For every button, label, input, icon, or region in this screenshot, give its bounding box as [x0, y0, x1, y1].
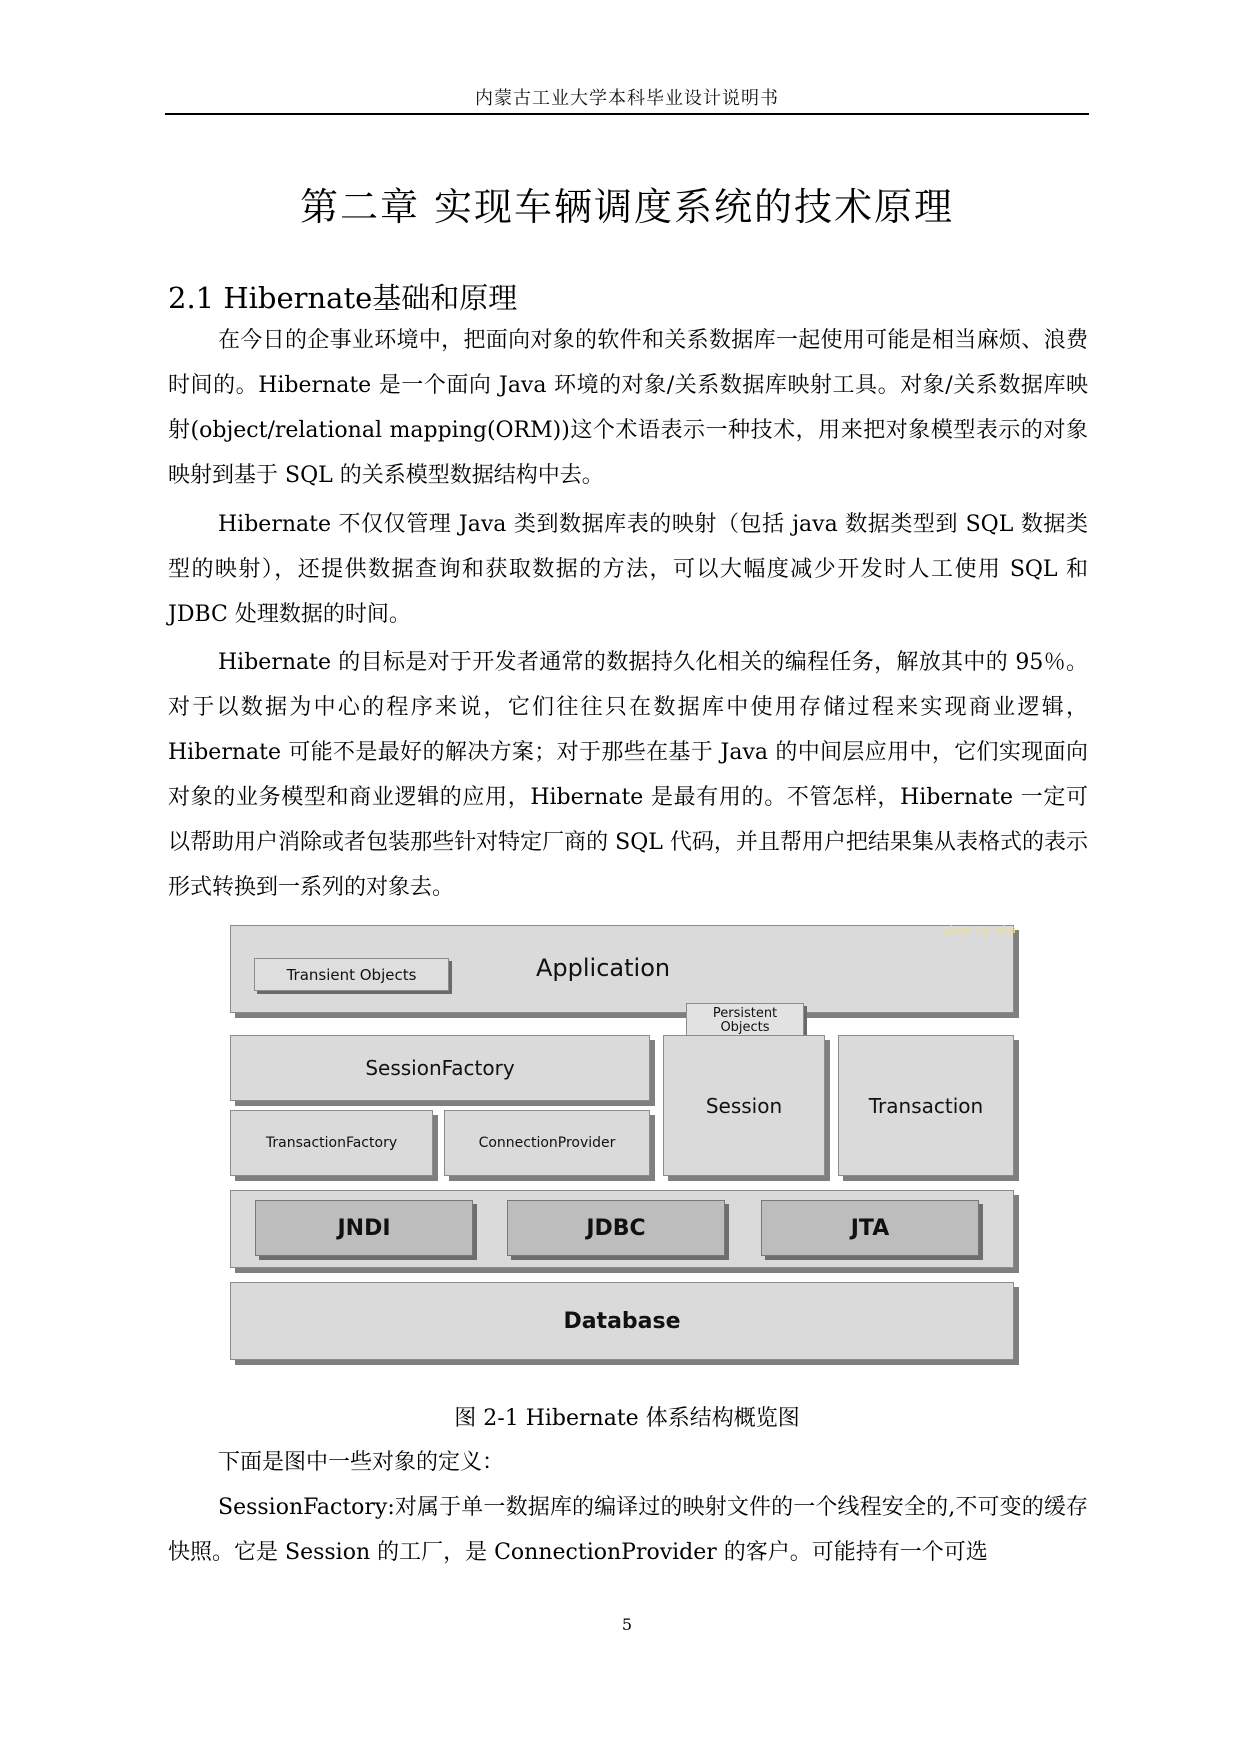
- session-factory-box: SessionFactory: [230, 1035, 650, 1101]
- header-rule: [165, 113, 1089, 115]
- jdbc-box: JDBC: [507, 1200, 725, 1256]
- paragraph-5: SessionFactory:对属于单一数据库的编译过的映射文件的一个线程安全的,不可变的缓存快照。它是 Session 的工厂，是 ConnectionProvider 的客户。可能持有一个可选: [168, 1495, 1088, 1565]
- paragraph-3: Hibernate 的目标是对于开发者通常的数据持久化相关的编程任务，解放其中的 95％。对于以数据为中心的程序来说，它们往往只在数据库中使用存储过程来实现商业逻辑，Hibernate 可能不是最好的解决方案；对于那些在基于 Java 的中间层应用中，它们实现面向对象的业务模型和商业逻辑的应用，Hibernate 是最有用的。不管怎样，Hibernate 一定可以帮助用户消除或者包装那些针对特定厂商的 SQL 代码，并且帮用户把结果集从表格式的表示形式转换到一系列的对象去。: [168, 650, 1088, 900]
- section-title: 2.1 Hibernate基础和原理: [168, 281, 518, 315]
- jndi-box: JNDI: [255, 1200, 473, 1256]
- session-box: Session: [663, 1035, 825, 1176]
- transaction-box: Transaction: [838, 1035, 1014, 1176]
- figure-caption: 图 2-1 Hibernate 体系结构概览图: [454, 1406, 800, 1431]
- hibernate-architecture-diagram: [230, 925, 1027, 1370]
- application-label: Application: [536, 954, 671, 982]
- database-box: Database: [230, 1282, 1014, 1360]
- application-box: [230, 925, 1014, 1013]
- connection-provider-box: ConnectionProvider: [444, 1110, 650, 1176]
- api-layer-box: [230, 1190, 1014, 1268]
- transaction-factory-box: TransactionFactory: [230, 1110, 433, 1176]
- persistent-objects-box: Persistent Objects: [686, 1003, 804, 1039]
- page-number: 5: [621, 1615, 633, 1634]
- jta-box: JTA: [761, 1200, 979, 1256]
- paragraph-1: 在今日的企事业环境中，把面向对象的软件和关系数据库一起使用可能是相当麻烦、浪费时间的。Hibernate 是一个面向 Java 环境的对象/关系数据库映射工具。对象/关系数据库映射(object/relational mapping(ORM))这个术语表示一种技术，用来把对象模型表示的对象映射到基于 SQL 的关系模型数据结构中去。: [168, 328, 1088, 488]
- page-header: 内蒙古工业大学本科毕业设计说明书: [475, 88, 779, 109]
- transient-objects-box: Transient Objects: [254, 958, 449, 991]
- watermark-text: zhou_ma_wha: [943, 923, 1016, 936]
- paragraph-2: Hibernate 不仅仅管理 Java 类到数据库表的映射（包括 java 数据类型到 SQL 数据类型的映射），还提供数据查询和获取数据的方法，可以大幅度减少开发时人工使用 SQL 和 JDBC 处理数据的时间。: [168, 512, 1088, 627]
- chapter-title: 第二章 实现车辆调度系统的技术原理: [299, 185, 955, 229]
- paragraph-4: 下面是图中一些对象的定义：: [218, 1450, 505, 1475]
